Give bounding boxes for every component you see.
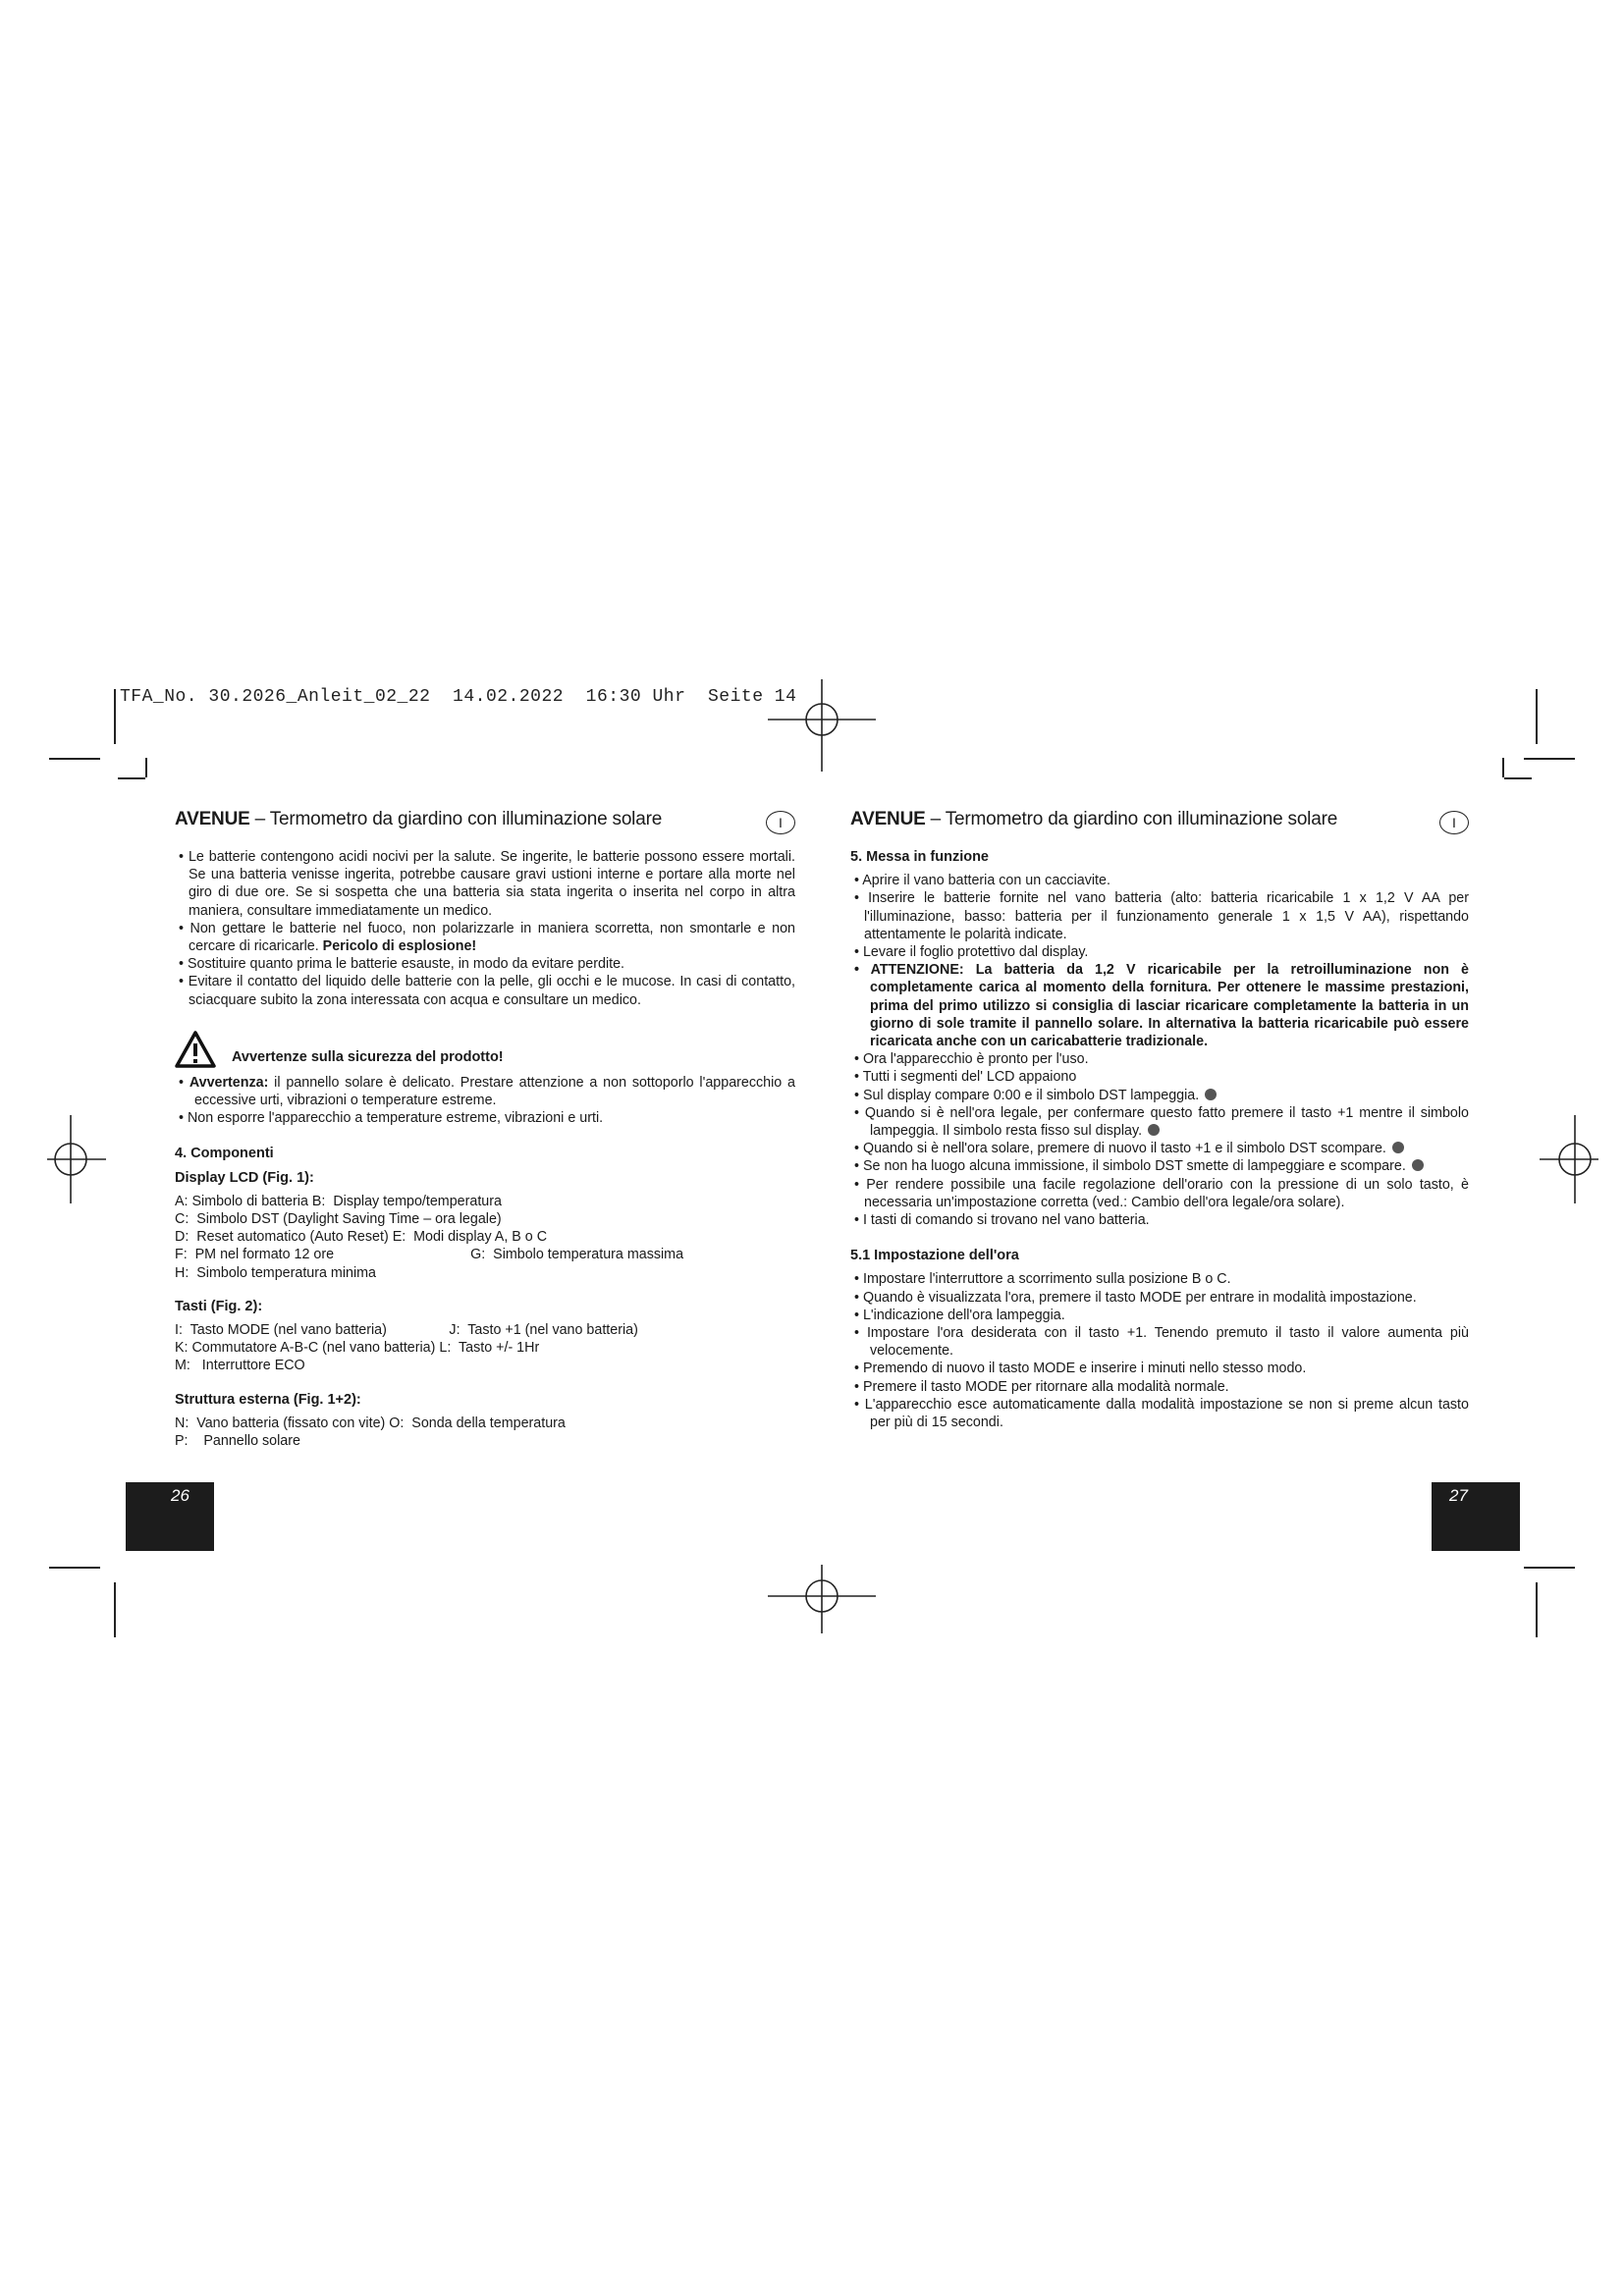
registration-mark — [768, 1565, 876, 1633]
dst-icon — [1148, 1124, 1160, 1136]
warning-icon — [175, 1031, 216, 1068]
component-line: M: Interruttore ECO — [175, 1358, 305, 1374]
print-slug: TFA_No. 30.2026_Anleit_02_22 14.02.2022 16:30 Uhr Seite 14 — [120, 687, 797, 707]
component-line: P: Pannello solare — [175, 1433, 300, 1450]
component-line: H: Simbolo temperatura minima — [175, 1264, 376, 1281]
subsection-heading: Struttura esterna (Fig. 1+2): — [175, 1391, 361, 1408]
left-page — [175, 811, 795, 1450]
list-item: • Sostituire quanto prima le batterie esauste, in modo da evitare perdite. — [179, 956, 625, 973]
list-item: • I tasti di comando si trovano nel vano batteria. — [854, 1212, 1150, 1229]
crop-mark — [118, 777, 145, 779]
list-item: • Se non ha luogo alcuna immissione, il simbolo DST smette di lampeggiare e scompare. — [850, 1157, 1469, 1175]
component-line: D: Reset automatico (Auto Reset) E: Modi display A, B o C — [175, 1229, 548, 1246]
crop-mark — [1504, 777, 1532, 779]
list-item: • Ora l'apparecchio è pronto per l'uso. — [854, 1051, 1089, 1068]
dst-icon — [1205, 1089, 1217, 1100]
page-header — [175, 811, 795, 838]
dst-icon — [1392, 1142, 1404, 1153]
list-item: • Tutti i segmenti del' LCD appaiono — [854, 1069, 1077, 1086]
crop-mark — [1524, 758, 1575, 760]
language-badge: I — [1439, 811, 1469, 834]
right-page — [850, 811, 1469, 1431]
component-line: N: Vano batteria (fissato con vite) O: Sonda della temperatura — [175, 1415, 566, 1431]
crop-mark — [114, 689, 116, 744]
component-line: I: Tasto MODE (nel vano batteria) J: Tasto +1 (nel vano batteria) — [175, 1322, 638, 1339]
list-item: • Impostare l'interruttore a scorrimento sulla posizione B o C. — [854, 1271, 1231, 1288]
crop-mark — [1524, 1567, 1575, 1569]
registration-mark — [1540, 1115, 1598, 1203]
list-item: • Inserire le batterie fornite nel vano batteria (alto: batteria ricaricabile 1 x 1,2 V AA per l'illuminazione, basso: batteria per il funzionamento generale 1 x 1,5 V AA), rispettando attentamente le polarità indicate. — [854, 890, 1469, 942]
list-item: • Quando è visualizzata l'ora, premere il tasto MODE per entrare in modalità impostazione. — [854, 1289, 1417, 1306]
safety-warning-heading: Avvertenze sulla sicurezza del prodotto! — [175, 1031, 795, 1068]
list-item: • Premendo di nuovo il tasto MODE e inserire i minuti nello stesso modo. — [854, 1361, 1307, 1377]
subsection-heading: Display LCD (Fig. 1): — [175, 1169, 314, 1186]
page-header — [850, 811, 1469, 838]
attention-note: • ATTENZIONE: La batteria da 1,2 V ricaricabile per la retroilluminazione non è completamente carica al momento della fornitura. Per ottenere le massime prestazioni, prima del primo utilizzo si consiglia di lasciar ricaricare completamente la batteria in un giorno di sole tramite il pannello solare. In alternativa la batteria ricaricabile può essere ricaricata anche con un caricabatterie tradizionale. — [854, 962, 1469, 1050]
crop-mark — [114, 1582, 116, 1637]
crop-mark — [49, 758, 100, 760]
list-item: • Non esporre l'apparecchio a temperature estreme, vibrazioni e urti. — [179, 1110, 604, 1127]
list-item: • Sul display compare 0:00 e il simbolo DST lampeggia. — [850, 1087, 1469, 1104]
component-line: A: Simbolo di batteria B: Display tempo/temperatura — [175, 1193, 502, 1209]
section-heading: 4. Componenti — [175, 1146, 274, 1162]
list-item: • Le batterie contengono acidi nocivi per la salute. Se ingerite, le batterie possono essere mortali. Se una batteria venisse ingerita, potrebbe causare gravi ustioni interne e portare alla morte nel giro di due ore. Se si sospetta che una batteria sia stata ingerita o inserita nel corpo in altra maniera, consultare immediatamente un medico. — [179, 849, 795, 919]
section-heading: 5. Messa in funzione — [850, 849, 989, 865]
language-badge: I — [766, 811, 795, 834]
list-item: • L'indicazione dell'ora lampeggia. — [854, 1307, 1065, 1323]
list-item: • Impostare l'ora desiderata con il tasto +1. Tenendo premuto il tasto il valore aumenta più velocemente. — [854, 1325, 1469, 1360]
crop-mark — [1536, 689, 1538, 744]
registration-mark — [47, 1115, 106, 1203]
list-item: • Quando si è nell'ora solare, premere di nuovo il tasto +1 e il simbolo DST scompare. — [850, 1140, 1469, 1157]
page-number: 26 — [171, 1486, 189, 1505]
page-number-tab — [1432, 1482, 1520, 1551]
crop-mark — [1502, 758, 1504, 777]
page-number: 27 — [1449, 1486, 1468, 1505]
list-item: • Quando si è nell'ora legale, per confermare questo fatto premere il tasto +1 mentre il simbolo lampeggia. Il simbolo resta fisso sul display. — [854, 1104, 1469, 1140]
list-item: • Evitare il contatto del liquido delle batterie con la pelle, gli occhi e le mucose. In casi di contatto, sciacquare subito la zona interessata con acqua e consultare un medico. — [179, 974, 795, 1008]
component-line: C: Simbolo DST (Daylight Saving Time – ora legale) — [175, 1211, 502, 1228]
component-line: F: PM nel formato 12 ore G: Simbolo temperatura massima — [175, 1247, 684, 1263]
list-item: • Non gettare le batterie nel fuoco, non polarizzarle in maniera scorretta, non smontarle e non cercare di ricaricarle. Pericolo di esplosione! — [179, 920, 795, 955]
list-item: • Per rendere possibile una facile regolazione dell'orario con la pressione di un solo tasto, è necessaria un'impostazione corretta (ved.: Cambio dell'ora legale/ora solare). — [854, 1176, 1469, 1210]
list-item: • Premere il tasto MODE per ritornare alla modalità normale. — [854, 1378, 1229, 1395]
dst-icon — [1412, 1159, 1424, 1171]
page-title: AVENUE – Termometro da giardino con illuminazione solare — [850, 809, 1338, 829]
page-number-tab — [126, 1482, 214, 1551]
crop-mark — [49, 1567, 100, 1569]
crop-mark — [145, 758, 147, 777]
list-item: • L'apparecchio esce automaticamente dalla modalità impostazione se non si preme alcun tasto per più di 15 secondi. — [854, 1396, 1469, 1431]
list-item: • Levare il foglio protettivo dal display. — [854, 944, 1089, 961]
page-title: AVENUE – Termometro da giardino con illuminazione solare — [175, 809, 663, 829]
list-item: • Aprire il vano batteria con un cacciavite. — [854, 873, 1110, 889]
subsection-heading: Tasti (Fig. 2): — [175, 1298, 263, 1314]
component-line: K: Commutatore A-B-C (nel vano batteria) L: Tasto +/- 1Hr — [175, 1340, 540, 1357]
list-item: • Avvertenza: il pannello solare è delicato. Prestare attenzione a non sottoporlo l'apparecchio a eccessive urti, vibrazioni o temperature estreme. — [179, 1074, 795, 1109]
crop-mark — [1536, 1582, 1538, 1637]
section-heading: 5.1 Impostazione dell'ora — [850, 1248, 1019, 1264]
